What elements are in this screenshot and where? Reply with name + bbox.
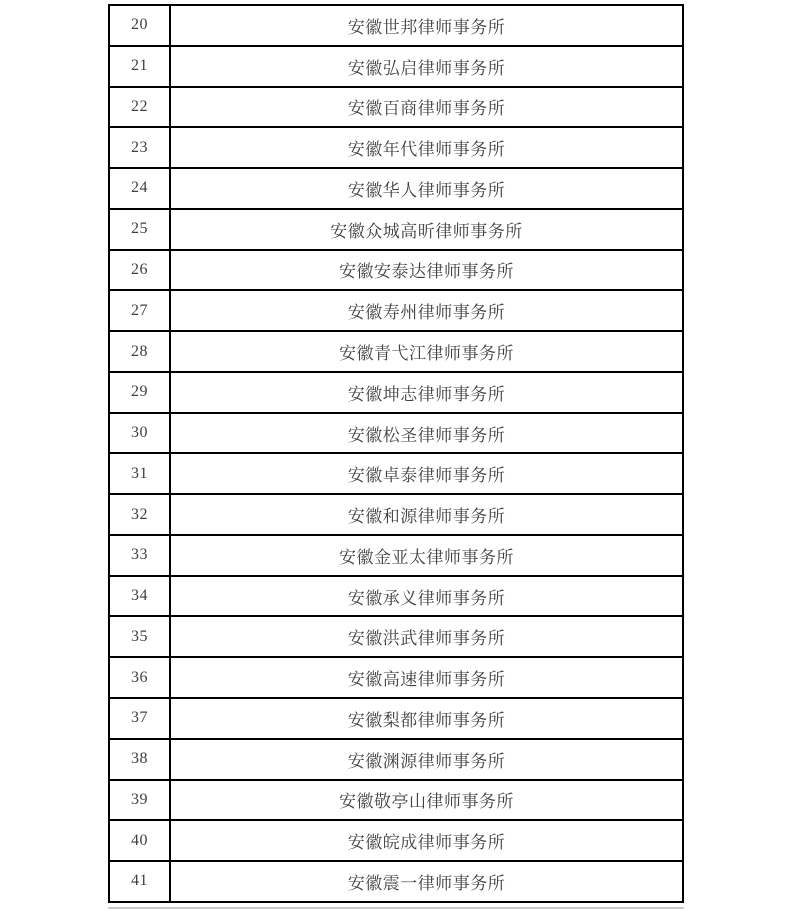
table-row	[110, 88, 682, 129]
row-number-cell	[110, 821, 171, 860]
table-row	[110, 210, 682, 251]
firm-name: 安徽梨都律师事务所	[347, 710, 506, 730]
firm-name: 安徽洪武律师事务所	[347, 629, 506, 649]
firm-name: 安徽金亚太律师事务所	[339, 547, 514, 567]
firm-name-cell	[171, 6, 682, 45]
table-row	[110, 414, 682, 455]
firm-name: 安徽皖成律师事务所	[347, 833, 506, 853]
row-number-cell	[110, 658, 171, 697]
row-number: 25	[131, 220, 148, 238]
row-number: 22	[131, 97, 148, 115]
firm-name: 安徽坤志律师事务所	[347, 384, 506, 404]
firm-name-cell	[171, 128, 682, 167]
row-number: 23	[131, 138, 148, 156]
row-number: 27	[131, 301, 148, 319]
firm-name: 安徽百商律师事务所	[347, 99, 506, 119]
firm-name-cell	[171, 862, 682, 901]
firm-name-cell	[171, 821, 682, 860]
firm-name-cell	[171, 699, 682, 738]
row-number-cell	[110, 47, 171, 86]
firm-name: 安徽高速律师事务所	[347, 670, 506, 690]
firm-name: 安徽弘启律师事务所	[347, 58, 506, 78]
row-number-cell	[110, 291, 171, 330]
row-number: 34	[131, 587, 148, 605]
row-number-cell	[110, 495, 171, 534]
firm-name-cell	[171, 373, 682, 412]
row-number-cell	[110, 536, 171, 575]
firm-name: 安徽承义律师事务所	[347, 588, 506, 608]
table-row	[110, 454, 682, 495]
table-row	[110, 128, 682, 169]
row-number-cell	[110, 251, 171, 290]
table-row	[110, 47, 682, 88]
table-row	[110, 536, 682, 577]
row-number-cell	[110, 6, 171, 45]
firm-name: 安徽渊源律师事务所	[347, 751, 506, 771]
table-row	[110, 577, 682, 618]
firm-name-cell	[171, 332, 682, 371]
row-number-cell	[110, 617, 171, 656]
firm-name: 安徽年代律师事务所	[347, 140, 506, 160]
firm-name-cell	[171, 88, 682, 127]
row-number: 40	[131, 831, 148, 849]
firm-name-cell	[171, 210, 682, 249]
firm-name-cell	[171, 781, 682, 820]
table-row	[110, 658, 682, 699]
cutoff-next-row-border	[108, 907, 684, 909]
firm-name: 安徽寿州律师事务所	[347, 303, 506, 323]
table-row	[110, 373, 682, 414]
row-number: 21	[131, 57, 148, 75]
table-row	[110, 781, 682, 822]
table-row	[110, 821, 682, 862]
firm-name-cell	[171, 740, 682, 779]
firm-name: 安徽世邦律师事务所	[347, 17, 506, 37]
row-number-cell	[110, 454, 171, 493]
row-number-cell	[110, 740, 171, 779]
firm-name-cell	[171, 658, 682, 697]
firm-name-cell	[171, 495, 682, 534]
row-number: 39	[131, 790, 148, 808]
firm-name: 安徽松圣律师事务所	[347, 425, 506, 445]
row-number: 36	[131, 668, 148, 686]
row-number-cell	[110, 169, 171, 208]
firm-name-cell	[171, 169, 682, 208]
row-number-cell	[110, 128, 171, 167]
table-row	[110, 617, 682, 658]
firm-name: 安徽青弋江律师事务所	[339, 344, 514, 363]
firm-name-cell	[171, 454, 682, 493]
table-row	[110, 699, 682, 740]
row-number-cell	[110, 332, 171, 371]
row-number-cell	[110, 862, 171, 901]
firm-name-cell	[171, 617, 682, 656]
firm-name: 安徽和源律师事务所	[347, 507, 506, 527]
row-number: 31	[131, 464, 148, 482]
table-row	[110, 495, 682, 536]
table-row	[110, 291, 682, 332]
row-number-cell	[110, 373, 171, 412]
firm-name-cell	[171, 414, 682, 453]
firm-name-cell	[171, 47, 682, 86]
row-number: 37	[131, 709, 148, 727]
law-firm-table	[108, 4, 684, 903]
row-number-cell	[110, 699, 171, 738]
firm-name-cell	[171, 291, 682, 330]
row-number-cell	[110, 781, 171, 820]
row-number-cell	[110, 210, 171, 249]
firm-name-cell	[171, 251, 682, 290]
row-number: 24	[131, 179, 148, 197]
firm-name: 安徽卓泰律师事务所	[347, 466, 506, 486]
table-row	[110, 332, 682, 373]
firm-name-cell	[171, 536, 682, 575]
table-row	[110, 169, 682, 210]
row-number: 29	[131, 383, 148, 401]
row-number-cell	[110, 88, 171, 127]
firm-name-cell	[171, 577, 682, 616]
row-number: 28	[131, 342, 148, 360]
table-row	[110, 251, 682, 292]
row-number: 20	[131, 16, 148, 34]
table-row	[110, 862, 682, 901]
firm-name: 安徽华人律师事务所	[347, 180, 506, 200]
row-number-cell	[110, 414, 171, 453]
table-row	[110, 6, 682, 47]
firm-name: 安徽敬亭山律师事务所	[339, 792, 514, 812]
firm-name: 安徽震一律师事务所	[347, 873, 506, 893]
row-number: 38	[131, 750, 148, 768]
table-row	[110, 740, 682, 781]
firm-name: 安徽安泰达律师事务所	[339, 262, 514, 282]
row-number: 33	[131, 546, 148, 564]
firm-name: 安徽众城高昕律师事务所	[330, 221, 523, 241]
row-number: 32	[131, 505, 148, 523]
row-number: 26	[131, 260, 148, 278]
row-number: 41	[131, 872, 148, 890]
row-number-cell	[110, 577, 171, 616]
row-number: 30	[131, 424, 148, 442]
row-number: 35	[131, 627, 148, 645]
